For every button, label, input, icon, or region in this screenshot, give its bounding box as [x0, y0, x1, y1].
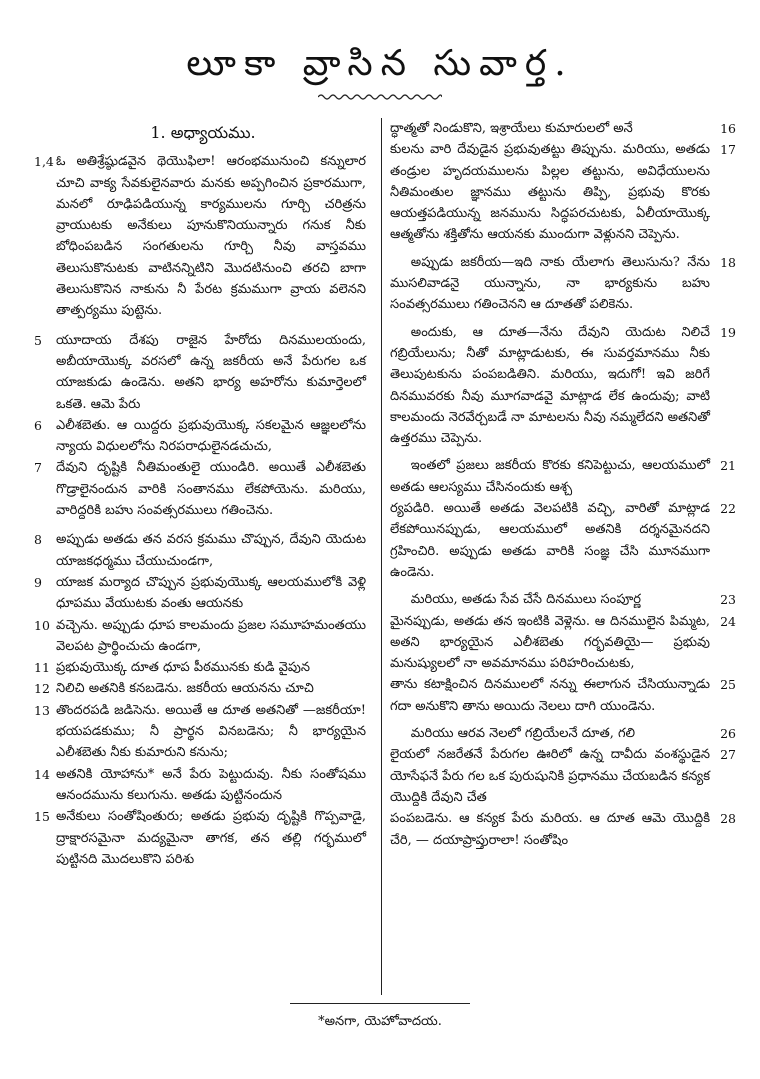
verse — [390, 498, 736, 583]
verse — [34, 457, 372, 521]
verse-text: దేవుని దృష్టికి నీతిమంతులై యుండిరి. అయితే ఎలీశబెతు గొడ్రాలైనందున వారికి సంతానము లేకపోయెను. మరియు, వారిద్దరికి బహు సంవత్సరములు గతించెను. — [56, 460, 366, 519]
verse-number: 23 — [720, 592, 736, 608]
verse-number: 24 — [720, 613, 736, 629]
verse — [34, 151, 372, 321]
verse — [390, 322, 736, 450]
verse-text: మరియు ఆరవ నెలలో గబ్రియేలనే దూత, గలి — [410, 726, 636, 742]
verse-number: 16 — [720, 121, 736, 136]
verse-number: 25 — [720, 677, 736, 693]
verse-number: 27 — [720, 747, 736, 763]
verse-text: అతనికి యోహాను* అనే పేరు పెట్టుదువు. నీకు సంతోషము ఆనందమును కలుగును. అతడు పుట్టినందున — [56, 766, 366, 803]
chapter-heading: 1. అధ్యాయము. — [150, 123, 256, 142]
verse-number: 28 — [720, 811, 736, 827]
verse-number: 15 — [34, 809, 50, 825]
verse — [390, 252, 736, 316]
verse — [34, 330, 372, 415]
verse-text: యూదాయ దేశపు రాజైన హేరోదు దినములయందు, అబీయాయొక్క వరసలో ఉన్న జకరీయ అనే పేరుగల ఒక యాజకుడు ఉండెను. అతని భార్య అహరోను కుమార్తెలలో ఒకతె. ఆమె పేరు — [56, 332, 366, 412]
title-ornament — [318, 92, 442, 102]
verse-number: 10 — [34, 617, 50, 633]
verse-number: 21 — [720, 458, 736, 474]
verse-number: 9 — [34, 574, 42, 590]
verse-text: మైనప్పుడు, అతడు తన ఇంటికి వెళ్లెను. ఆ దినములైన పిమ్మట, అతని భార్యయైన ఎలీశబెతు గర్భవతియై— ప్రభువు మనుష్యులలో నా అవమానము పరిహరించుటకు, — [390, 613, 710, 672]
verse-text: ద్ధాత్మతో నిండుకొని, ఇశ్రాయేలు కుమారులలో అనే — [390, 121, 633, 136]
verse-number: 22 — [720, 501, 736, 517]
verse-number: 13 — [34, 702, 50, 718]
verse-text: వచ్చెను. అప్పుడు ధూప కాలమందు ప్రజల సమూహమంతయు వెలపట ప్రార్థించుచు ఉండగా, — [56, 617, 366, 654]
verse-text: తొందరపడి జడిసెను. అయితే ఆ దూత అతనితో —జకరీయా! భయపడకుము; నీ ప్రార్థన వినబడెను; నీ భార్యయైన ఎలీశబెతు నీకు కుమారుని కనును; — [56, 702, 366, 761]
verse — [390, 744, 736, 808]
verse — [390, 611, 736, 675]
page-title: లూకా వ్రాసిన సువార్త. — [186, 43, 574, 84]
verse-text: లైయలో నజరేతనే పేరుగల ఊరిలో ఉన్న దావీదు వంశస్థుడైన యోసేఫనే పేరు గల ఒక పురుషునికి ప్రధానము చేయబడిన కన్యక యొద్దికి దేవుని చేత — [390, 747, 710, 805]
verse — [390, 723, 736, 744]
verse-text: ఓ అతిశ్రేష్ఠుడవైన థెయొఫిలా! ఆరంభమునుంచి కన్నులార చూచి వాక్య సేవకులైనవారు మనకు అప్పగించిన ప్రకారముగా, మనలో రూఢిపడియున్న కార్యములను గూర్చి చరిత్రను వ్రాయుటకు అనేకులు పూనుకొనియున్నారు గనుక నీకు బోధింపబడిన సంగతులను గూర్చి నీవు వాస్తవము తెలుసుకొనుటకు వాటినన్నిటిని మొదటినుంచి తరచి బాగా తెలుసుకొనిన నాకును నీ పేరట క్రమముగా వ్రాయ వలెనని తాత్పర్యము పుట్టెను. — [56, 154, 366, 319]
verse-text: నిలిచి అతనికి కనబడెను. జకరీయ ఆయనను చూచి — [56, 681, 314, 697]
verse-number: 8 — [34, 532, 42, 548]
verse — [34, 572, 372, 615]
verse — [34, 657, 372, 678]
verse-text: కులను వారి దేవుడైన ప్రభువుతట్టు తిప్పును. మరియు, అతడు తండ్రుల హృదయములను పిల్లల తట్టును, అవిధేయులను నీతిమంతుల జ్ఞానము తట్టును తిప్పి, ప్రభువు కొరకు ఆయత్తపడియున్న జనమును సిద్ధపరచుటకు, ఏలీయాయొక్క ఆత్మతోను శక్తితోను ఆయనకు ముందుగా వెళ్లునని చెప్పెను. — [390, 142, 710, 243]
verse-number: 1,4 — [34, 154, 54, 170]
footnote-rule — [290, 1003, 470, 1004]
left-column — [34, 118, 372, 870]
verse-text: ర్యపడిరి. అయితే అతడు వెలపటికి వచ్చి, వారితో మాట్లాడ లేకపోయినప్పుడు, ఆలయములో అతనికి దర్శనమైనదని గ్రహించిరి. అప్పుడు అతడు వారికి సంజ్ఞ చేసి మూనముగా ఉండెను. — [390, 501, 710, 580]
footnote: *అనగా, యెహోవాదయ. — [318, 1014, 442, 1029]
verse-number: 26 — [720, 726, 736, 742]
column-divider — [381, 118, 382, 995]
verse-text: మరియు, అతడు సేవ చేసే దినములు సంపూర్ణ — [410, 592, 641, 608]
right-verse-list — [390, 118, 736, 851]
right-column — [390, 118, 736, 851]
verse-number: 14 — [34, 766, 50, 782]
verse-number: 11 — [34, 660, 50, 676]
verse — [390, 808, 736, 851]
verse-text: యాజక మర్యాద చొప్పున ప్రభువుయొక్క ఆలయములోకి వెళ్లి ధూపము వేయుటకు వంతు ఆయనకు — [56, 574, 366, 612]
left-verse-list — [34, 151, 372, 870]
verse-number: 5 — [34, 332, 42, 348]
verse — [34, 615, 372, 658]
verse — [34, 415, 372, 458]
verse — [34, 764, 372, 807]
verse-text: తాను కటాక్షించిన దినములలో నన్ను ఈలాగున చేసియున్నాడు గదా అనుకొని తాను అయిదు నెలలు దాగి యుండెను. — [390, 677, 710, 714]
verse-text: అప్పుడు జకరీయ—ఇది నాకు యేలాగు తెలుసును? నేను ముసలివాడనై యున్నాను, నా భార్యకును బహు సంవత్సరములు గతించెనని ఆ దూతతో పలికెను. — [390, 254, 710, 313]
verse-number: 17 — [720, 142, 736, 158]
verse — [390, 118, 736, 139]
verse — [34, 700, 372, 764]
verse — [390, 674, 736, 717]
verse — [390, 455, 736, 498]
verse-text: అనేకులు సంతోషింతురు; అతడు ప్రభువు దృష్టికి గొప్పవాడై, ద్రాక్షారసమైనా మద్యమైనా తాగక, తన తల్లి గర్భములో పుట్టినది మొదలుకొని పరిశు — [56, 809, 366, 867]
verse — [34, 806, 372, 870]
verse — [34, 678, 372, 699]
verse-number: 6 — [34, 417, 42, 433]
verse — [34, 529, 372, 572]
verse-text: అప్పుడు అతడు తన వరస క్రమము చొప్పున, దేవుని యెదుట యాజకధర్మము చేయుచుండగా, — [56, 532, 366, 569]
verse-text: పంపబడెను. ఆ కన్యక పేరు మరియ. ఆ దూత ఆమె యొద్దికి చేరి, — దయాప్రాప్తురాలా! సంతోషిం — [390, 811, 710, 848]
verse-number: 7 — [34, 460, 42, 476]
verse-text: ఎలీశబెతు. ఆ యిద్దరు ప్రభువుయొక్క సకలమైన ఆజ్ఞలలోను న్యాయ విధులలోను నిరపరాధులైనడచుచు, — [56, 417, 366, 455]
verse — [390, 589, 736, 610]
verse-number: 18 — [720, 254, 736, 270]
verse-text: ఇంతలో ప్రజలు జకరీయ కొరకు కనిపెట్టుచు, ఆలయములో అతడు ఆలస్యము చేసినందుకు ఆశ్చ — [390, 458, 710, 495]
verse-number: 19 — [720, 324, 736, 340]
verse-text: ప్రభువుయొక్క దూత ధూప పీఠమునకు కుడి వైపున — [56, 660, 310, 676]
verse — [390, 139, 736, 245]
verse-number: 12 — [34, 681, 50, 697]
verse-text: అందుకు, ఆ దూత—నేను దేవుని యెదుట నిలిచే గబ్రియేలును; నీతో మాట్లాడుటకు, ఈ సువర్తమానము నీకు తెలుపుటకును పంపబడితిని. మరియు, ఇదుగో! ఇవి జరిగే దినమువరకు నీవు మూగవాడవై మాట్లాడ లేక ఉందువు; వాటి కాలమందు నెరవేర్చబడే నా మాటలను నీవు నమ్మలేదని అతనితో ఉత్తరము చెప్పెను. — [390, 324, 710, 447]
